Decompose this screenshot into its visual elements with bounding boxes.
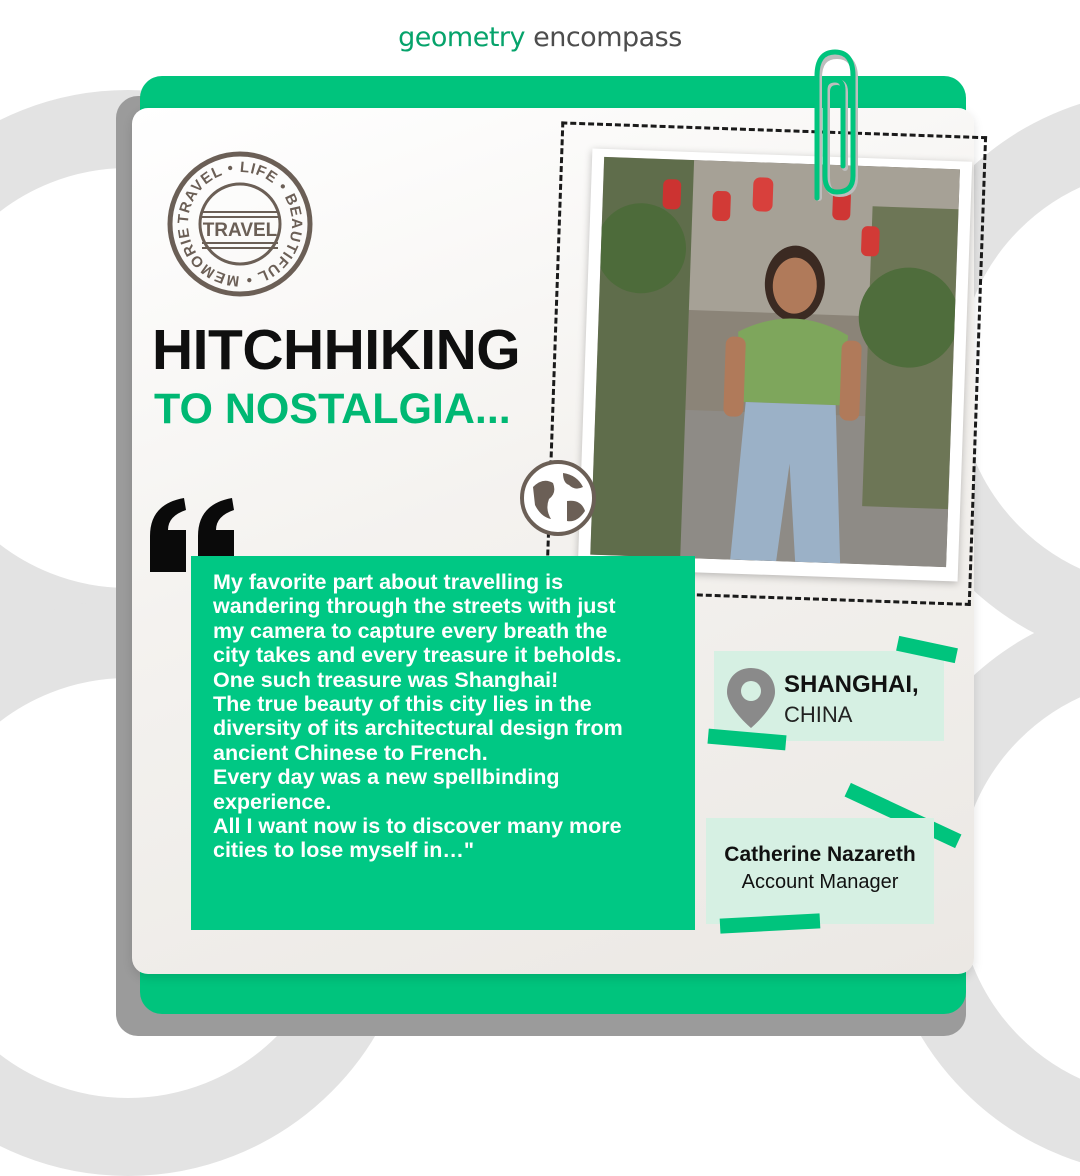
location-country: CHINA bbox=[784, 702, 853, 727]
portrait-photo bbox=[590, 157, 960, 567]
location-pin-icon bbox=[724, 666, 778, 730]
location-city: SHANGHAI, bbox=[784, 671, 919, 698]
person-name: Catherine Nazareth bbox=[724, 843, 916, 866]
headline-line2: TO NOSTALGIA... bbox=[154, 385, 511, 433]
travel-stamp-icon bbox=[166, 150, 314, 298]
brand-name-secondary: encompass bbox=[533, 22, 682, 53]
photo-frame bbox=[578, 148, 972, 581]
headline-line1: HITCHHIKING bbox=[152, 318, 521, 382]
paperclip-icon bbox=[805, 48, 865, 218]
brand-name-primary: geometry bbox=[398, 22, 526, 53]
stamp-ring-text: TRAVEL • LIFE • BEAUTIFUL • MEMORIE bbox=[174, 158, 306, 290]
globe-icon bbox=[519, 459, 597, 537]
stamp-center-text: TRAVEL bbox=[202, 220, 278, 241]
brand-logo bbox=[0, 22, 1080, 53]
quote-text: My favorite part about travelling is wandering through the streets with just my camera to capture every breath the city takes and every treasure it beholds. One such treasure was Shanghai! The true beauty of this city lies in the diversity of its architectural design from ancient Chinese to French. Every day was a new spellbinding experience. All I want now is to discover many more cities to lose myself in…" bbox=[213, 570, 623, 863]
person-role: Account Manager bbox=[741, 871, 899, 893]
